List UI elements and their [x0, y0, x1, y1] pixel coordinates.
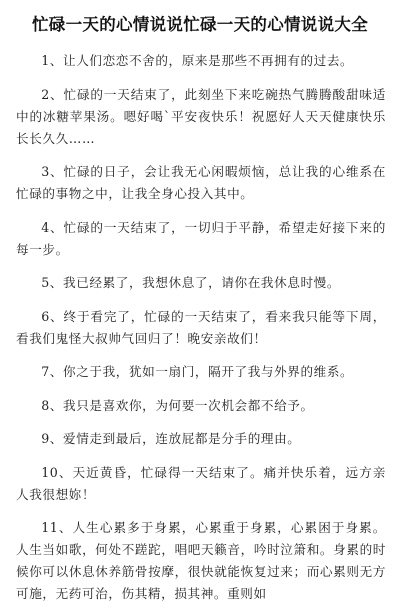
paragraph-11: 11、人生心累多于身累，心累重于身累，心累困于身累。人生当如歌，何处不蹉跎，唱吧天籁音，吟时泣箫和。身累的时候你可以休息休养筋骨按摩，很快就能恢复过来；而心累则无方可施，无药可治，伤其精，损其神。重则如	[16, 520, 386, 601]
paragraph-1: 1、让人们恋恋不舍的，原来是那些不再拥有的过去。	[41, 53, 354, 68]
paragraph-8: 8、我只是喜欢你，为何要一次机会都不给予。	[41, 397, 314, 413]
paragraph-3: 3、忙碌的日子，会让我无心闲暇烦恼，总让我的心维系在忙碌的事物之中，让我全身心投入其中。	[16, 164, 386, 201]
paragraph-5: 5、我已经累了，我想休息了，请你在我休息时慢。	[41, 275, 341, 290]
paragraph-2: 2、忙碌的一天结束了，此刻坐下来吃碗热气腾腾酸甜味适中的冰糖苹果汤。嗯好喝`平安夜快乐！祝愿好人天天健康快乐长长久久……	[16, 86, 386, 146]
article-body	[0, 40, 400, 605]
paragraph-9: 9、爱情走到最后，连放屁都是分手的理由。	[41, 431, 301, 446]
paragraph-7: 7、你之于我，犹如一扇门，隔开了我与外界的维系。	[41, 364, 354, 379]
paragraph-10: 10、天近黄昏，忙碌得一天结束了。痛并快乐着，远方亲人我很想妳！	[16, 464, 386, 502]
paragraph-4: 4、忙碌的一天结束了，一切归于平静，希望走好接下来的每一步。	[16, 219, 386, 257]
article-title: 忙碌一天的心情说说忙碌一天的心情说说大全	[32, 15, 368, 34]
paragraph-6: 6、终于看完了，忙碌的一天结束了，看来我只能等下周，看我们鬼怪大叔帅气回归了！晚安亲故们！	[16, 308, 386, 346]
